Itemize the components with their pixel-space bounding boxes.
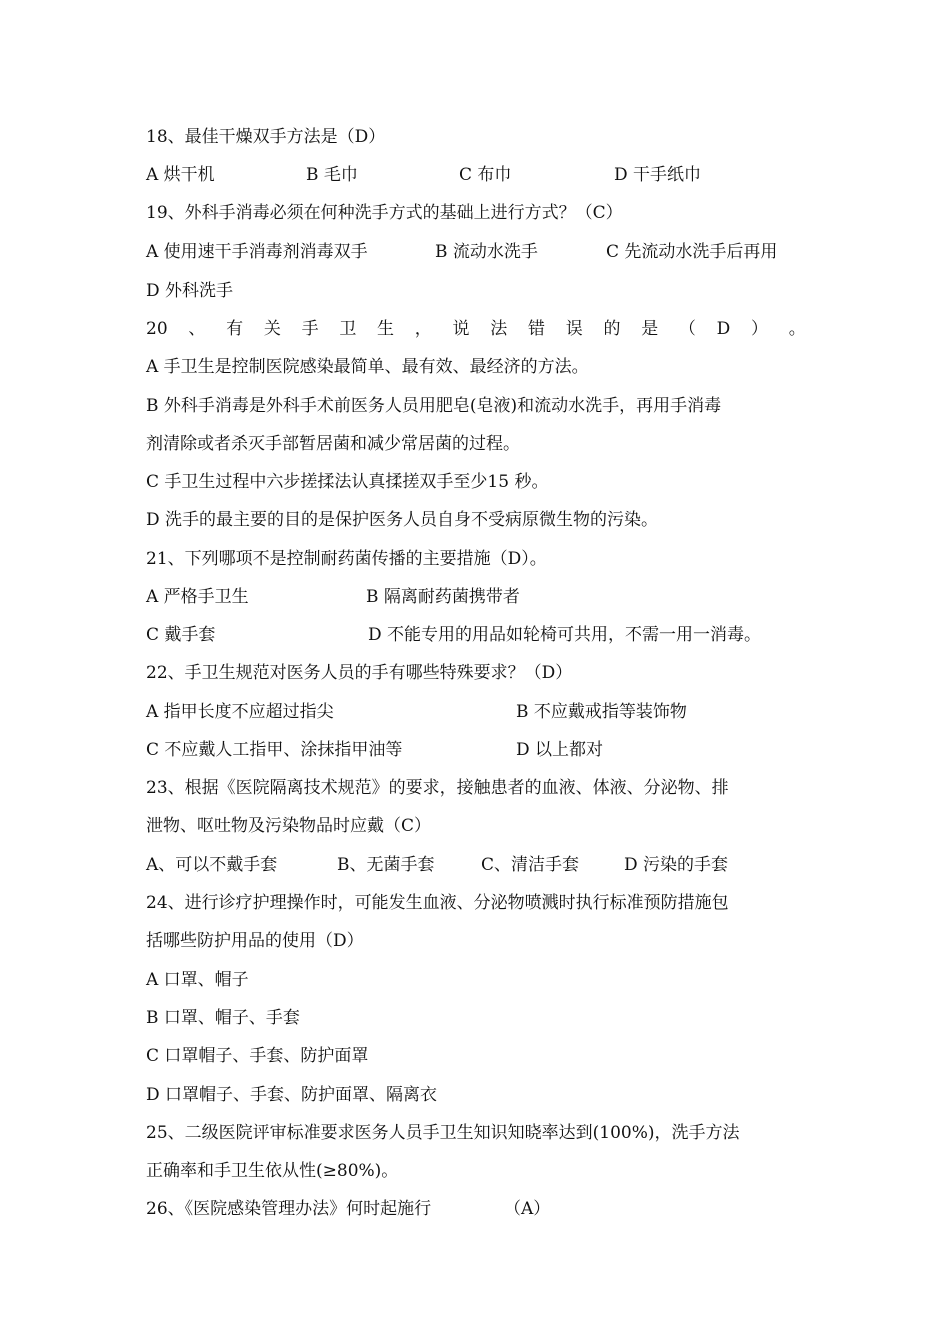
q19-option-b: B 流动水洗手	[435, 242, 538, 262]
q26-answer: （A）	[504, 1199, 551, 1219]
q22-option-a: A 指甲长度不应超过指尖	[146, 702, 334, 722]
q23-option-b: B、无菌手套	[337, 855, 435, 875]
q23-option-a: A、可以不戴手套	[146, 855, 278, 875]
question-19: 19、外科手消毒必须在何种洗手方式的基础上进行方式？（C）	[146, 203, 623, 223]
q20-char: D	[716, 319, 731, 339]
q19-option-a: A 使用速干手消毒剂消毒双手	[146, 242, 368, 262]
q20-char: 说	[452, 319, 470, 339]
q23-option-d: D 污染的手套	[624, 855, 729, 875]
q20-char: ，	[414, 319, 432, 339]
q21-option-a: A 严格手卫生	[146, 587, 249, 607]
question-24-line2: 括哪些防护用品的使用（D）	[146, 931, 364, 951]
q20-char: 错	[527, 319, 545, 339]
q21-option-b: B 隔离耐药菌携带者	[366, 587, 520, 607]
question-22: 22、手卫生规范对医务人员的手有哪些特殊要求？（D）	[146, 663, 573, 683]
question-26: 26、《医院感染管理办法》何时起施行	[146, 1199, 432, 1219]
question-24-line1: 24、进行诊疗护理操作时，可能发生血液、分泌物喷溅时执行标准预防措施包	[146, 893, 729, 913]
q24-option-d: D 口罩帽子、手套、防护面罩、隔离衣	[146, 1085, 438, 1105]
question-23-line1: 23、根据《医院隔离技术规范》的要求，接触患者的血液、体液、分泌物、排	[146, 778, 729, 798]
q18-option-a: A 烘干机	[146, 165, 215, 185]
q20-char: 生	[377, 319, 395, 339]
q20-option-b-line2: 剂清除或者杀灭手部暂居菌和减少常居菌的过程。	[146, 434, 520, 454]
q20-char: ）	[751, 319, 769, 339]
q20-char: 20	[146, 319, 168, 339]
q20-option-d: D 洗手的最主要的目的是保护医务人员自身不受病原微生物的污染。	[146, 510, 659, 530]
q23-option-c: C、清洁手套	[481, 855, 580, 875]
question-20	[146, 318, 806, 340]
q18-option-b: B 毛巾	[306, 165, 358, 185]
q21-option-c: C 戴手套	[146, 625, 216, 645]
q18-option-c: C 布巾	[459, 165, 512, 185]
q20-char: 卫	[339, 319, 357, 339]
question-25-line2: 正确率和手卫生依从性(≥80%)。	[146, 1161, 399, 1181]
q20-option-a: A 手卫生是控制医院感染最简单、最有效、最经济的方法。	[146, 357, 589, 377]
q20-char: 。	[788, 319, 806, 339]
q20-char: 手	[301, 319, 319, 339]
q20-char: （	[678, 319, 696, 339]
q20-option-c: C 手卫生过程中六步搓揉法认真揉搓双手至少15 秒。	[146, 472, 549, 492]
q20-char: 误	[565, 319, 583, 339]
q20-char: 是	[641, 319, 659, 339]
q20-char: 法	[490, 319, 508, 339]
q20-char: 关	[263, 319, 281, 339]
question-25-line1: 25、二级医院评审标准要求医务人员手卫生知识知晓率达到(100%)，洗手方法	[146, 1123, 740, 1143]
question-23-line2: 泄物、呕吐物及污染物品时应戴（C）	[146, 816, 432, 836]
q20-char: 的	[603, 319, 621, 339]
q22-option-d: D 以上都对	[516, 740, 604, 760]
q20-char: 、	[188, 319, 206, 339]
q18-option-d: D 干手纸巾	[614, 165, 702, 185]
question-21: 21、下列哪项不是控制耐药菌传播的主要措施（D）。	[146, 549, 547, 569]
q19-option-d: D 外科洗手	[146, 281, 234, 301]
q19-option-c: C 先流动水洗手后再用	[606, 242, 778, 262]
q20-option-b-line1: B 外科手消毒是外科手术前医务人员用肥皂(皂液)和流动水洗手，再用手消毒	[146, 396, 722, 416]
q24-option-b: B 口罩、帽子、手套	[146, 1008, 300, 1028]
q24-option-c: C 口罩帽子、手套、防护面罩	[146, 1046, 369, 1066]
q24-option-a: A 口罩、帽子	[146, 970, 249, 990]
q22-option-c: C 不应戴人工指甲、涂抹指甲油等	[146, 740, 403, 760]
q22-option-b: B 不应戴戒指等装饰物	[516, 702, 687, 722]
q21-option-d: D 不能专用的用品如轮椅可共用，不需一用一消毒。	[368, 625, 762, 645]
q20-char: 有	[226, 319, 244, 339]
question-18: 18、最佳干燥双手方法是（D）	[146, 127, 386, 147]
